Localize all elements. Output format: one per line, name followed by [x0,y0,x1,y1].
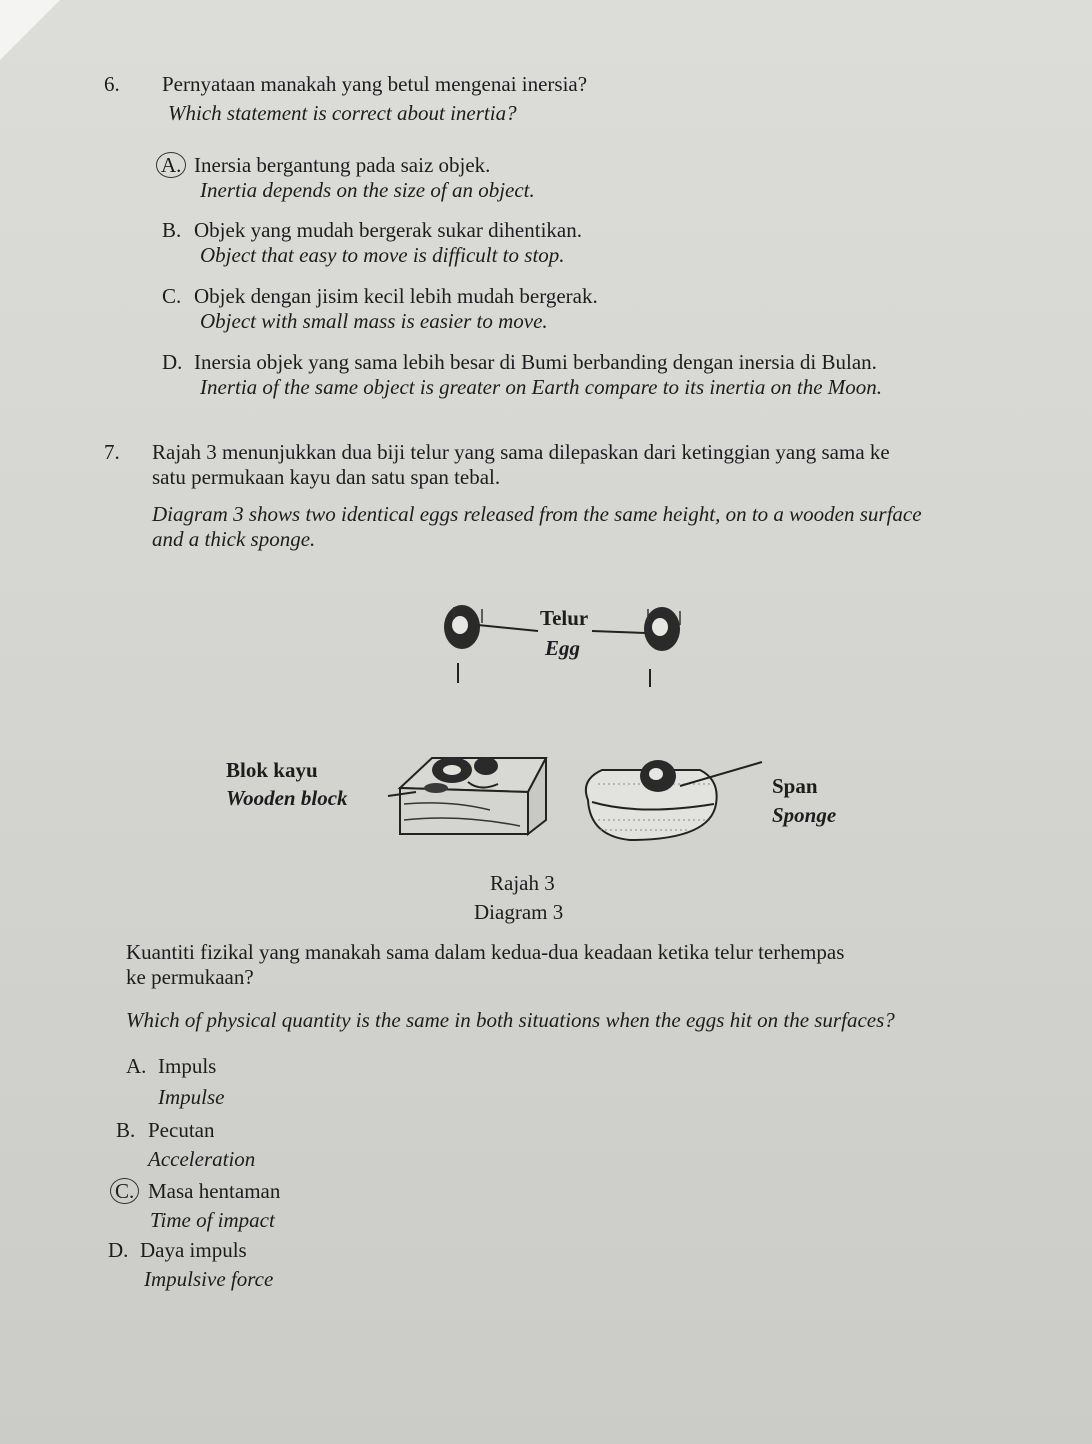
egg-label-ms: Telur [540,606,589,630]
q6-option-c-en: Object with small mass is easier to move. [200,309,548,333]
q6-option-b-ms: Objek yang mudah bergerak sukar dihentikan. [194,218,582,242]
q6-option-c-ms: Objek dengan jisim kecil lebih mudah bergerak. [194,284,598,308]
q6-option-a-ms: Inersia bergantung pada saiz objek. [194,153,491,177]
surfaces-figure [380,740,780,850]
q7-option-a-letter: A. [126,1054,147,1078]
wooden-block-label-ms: Blok kayu [226,758,318,782]
paper-corner [0,0,60,60]
q7-option-b-ms: Pecutan [148,1118,215,1142]
q6-option-b-en: Object that easy to move is difficult to stop. [200,243,565,267]
wooden-block-icon [388,757,546,834]
q7-option-c[interactable] [116,1178,280,1233]
sponge-label-ms: Span [772,774,818,798]
diagram-caption-ms: Rajah 3 [490,871,555,895]
q6-option-d-letter: D. [162,350,183,374]
q7-question-ms-1: Kuantiti fizikal yang manakah sama dalam kedua-dua keadaan ketika telur terhempas [126,940,845,964]
q6-option-a[interactable] [162,152,535,203]
q7-option-d-letter: D. [108,1238,129,1262]
q6-question [162,72,587,126]
q6-question-en: Which statement is correct about inertia? [168,101,517,125]
q6-option-d-ms: Inersia objek yang sama lebih besar di Bumi berbanding dengan inersia di Bulan. [194,350,877,374]
q6-option-d-en: Inertia of the same object is greater on Earth compare to its inertia on the Moon. [200,375,883,399]
q6-option-b[interactable] [162,218,582,268]
q7-option-b-en: Acceleration [148,1147,256,1171]
q6-option-a-letter: A. [156,152,186,178]
q7-option-a[interactable] [126,1054,225,1110]
sponge-icon [586,760,762,840]
q7-question-ms-2: ke permukaan? [126,965,254,989]
egg-right-icon [592,607,680,687]
q7-intro-ms-1: Rajah 3 menunjukkan dua biji telur yang sama dilepaskan dari ketinggian yang sama ke [152,440,890,464]
q7-option-c-ms: Masa hentaman [148,1179,281,1203]
q7-option-c-letter: C. [110,1178,139,1204]
q6-number: 6. [104,72,120,96]
q7-option-d[interactable] [108,1238,273,1292]
q7-option-c-en: Time of impact [150,1208,275,1232]
q7-option-b-letter: B. [116,1118,136,1142]
q6-option-d[interactable] [162,350,882,400]
q6-option-b-letter: B. [162,218,182,242]
q7-question [126,940,895,1033]
q6-question-ms: Pernyataan manakah yang betul mengenai inersia? [162,72,588,96]
q7-intro-en-1: Diagram 3 shows two identical eggs released from the same height, on to a wooden surface [152,502,922,526]
egg-left-icon [444,605,538,683]
wooden-block-label-en: Wooden block [226,786,348,810]
q7-option-b[interactable] [116,1118,255,1172]
q7-intro-ms-2: satu permukaan kayu dan satu span tebal. [152,465,501,489]
q6-option-c-letter: C. [162,284,182,308]
egg-label-en: Egg [545,636,581,660]
q7-option-d-en: Impulsive force [144,1267,274,1291]
q7-intro [152,440,922,552]
q7-number: 7. [104,440,120,464]
q6-option-c[interactable] [162,284,598,334]
q6-option-a-en: Inertia depends on the size of an object. [200,178,535,202]
diagram-caption-en: Diagram 3 [474,900,564,924]
q7-option-d-ms: Daya impuls [140,1238,247,1262]
q7-question-en: Which of physical quantity is the same in both situations when the eggs hit on the surfaces? [126,1008,895,1032]
sponge-label-en: Sponge [772,803,837,827]
q7-option-a-ms: Impuls [158,1054,217,1078]
q7-intro-en-2: and a thick sponge. [152,527,316,551]
q7-option-a-en: Impulse [158,1085,225,1109]
